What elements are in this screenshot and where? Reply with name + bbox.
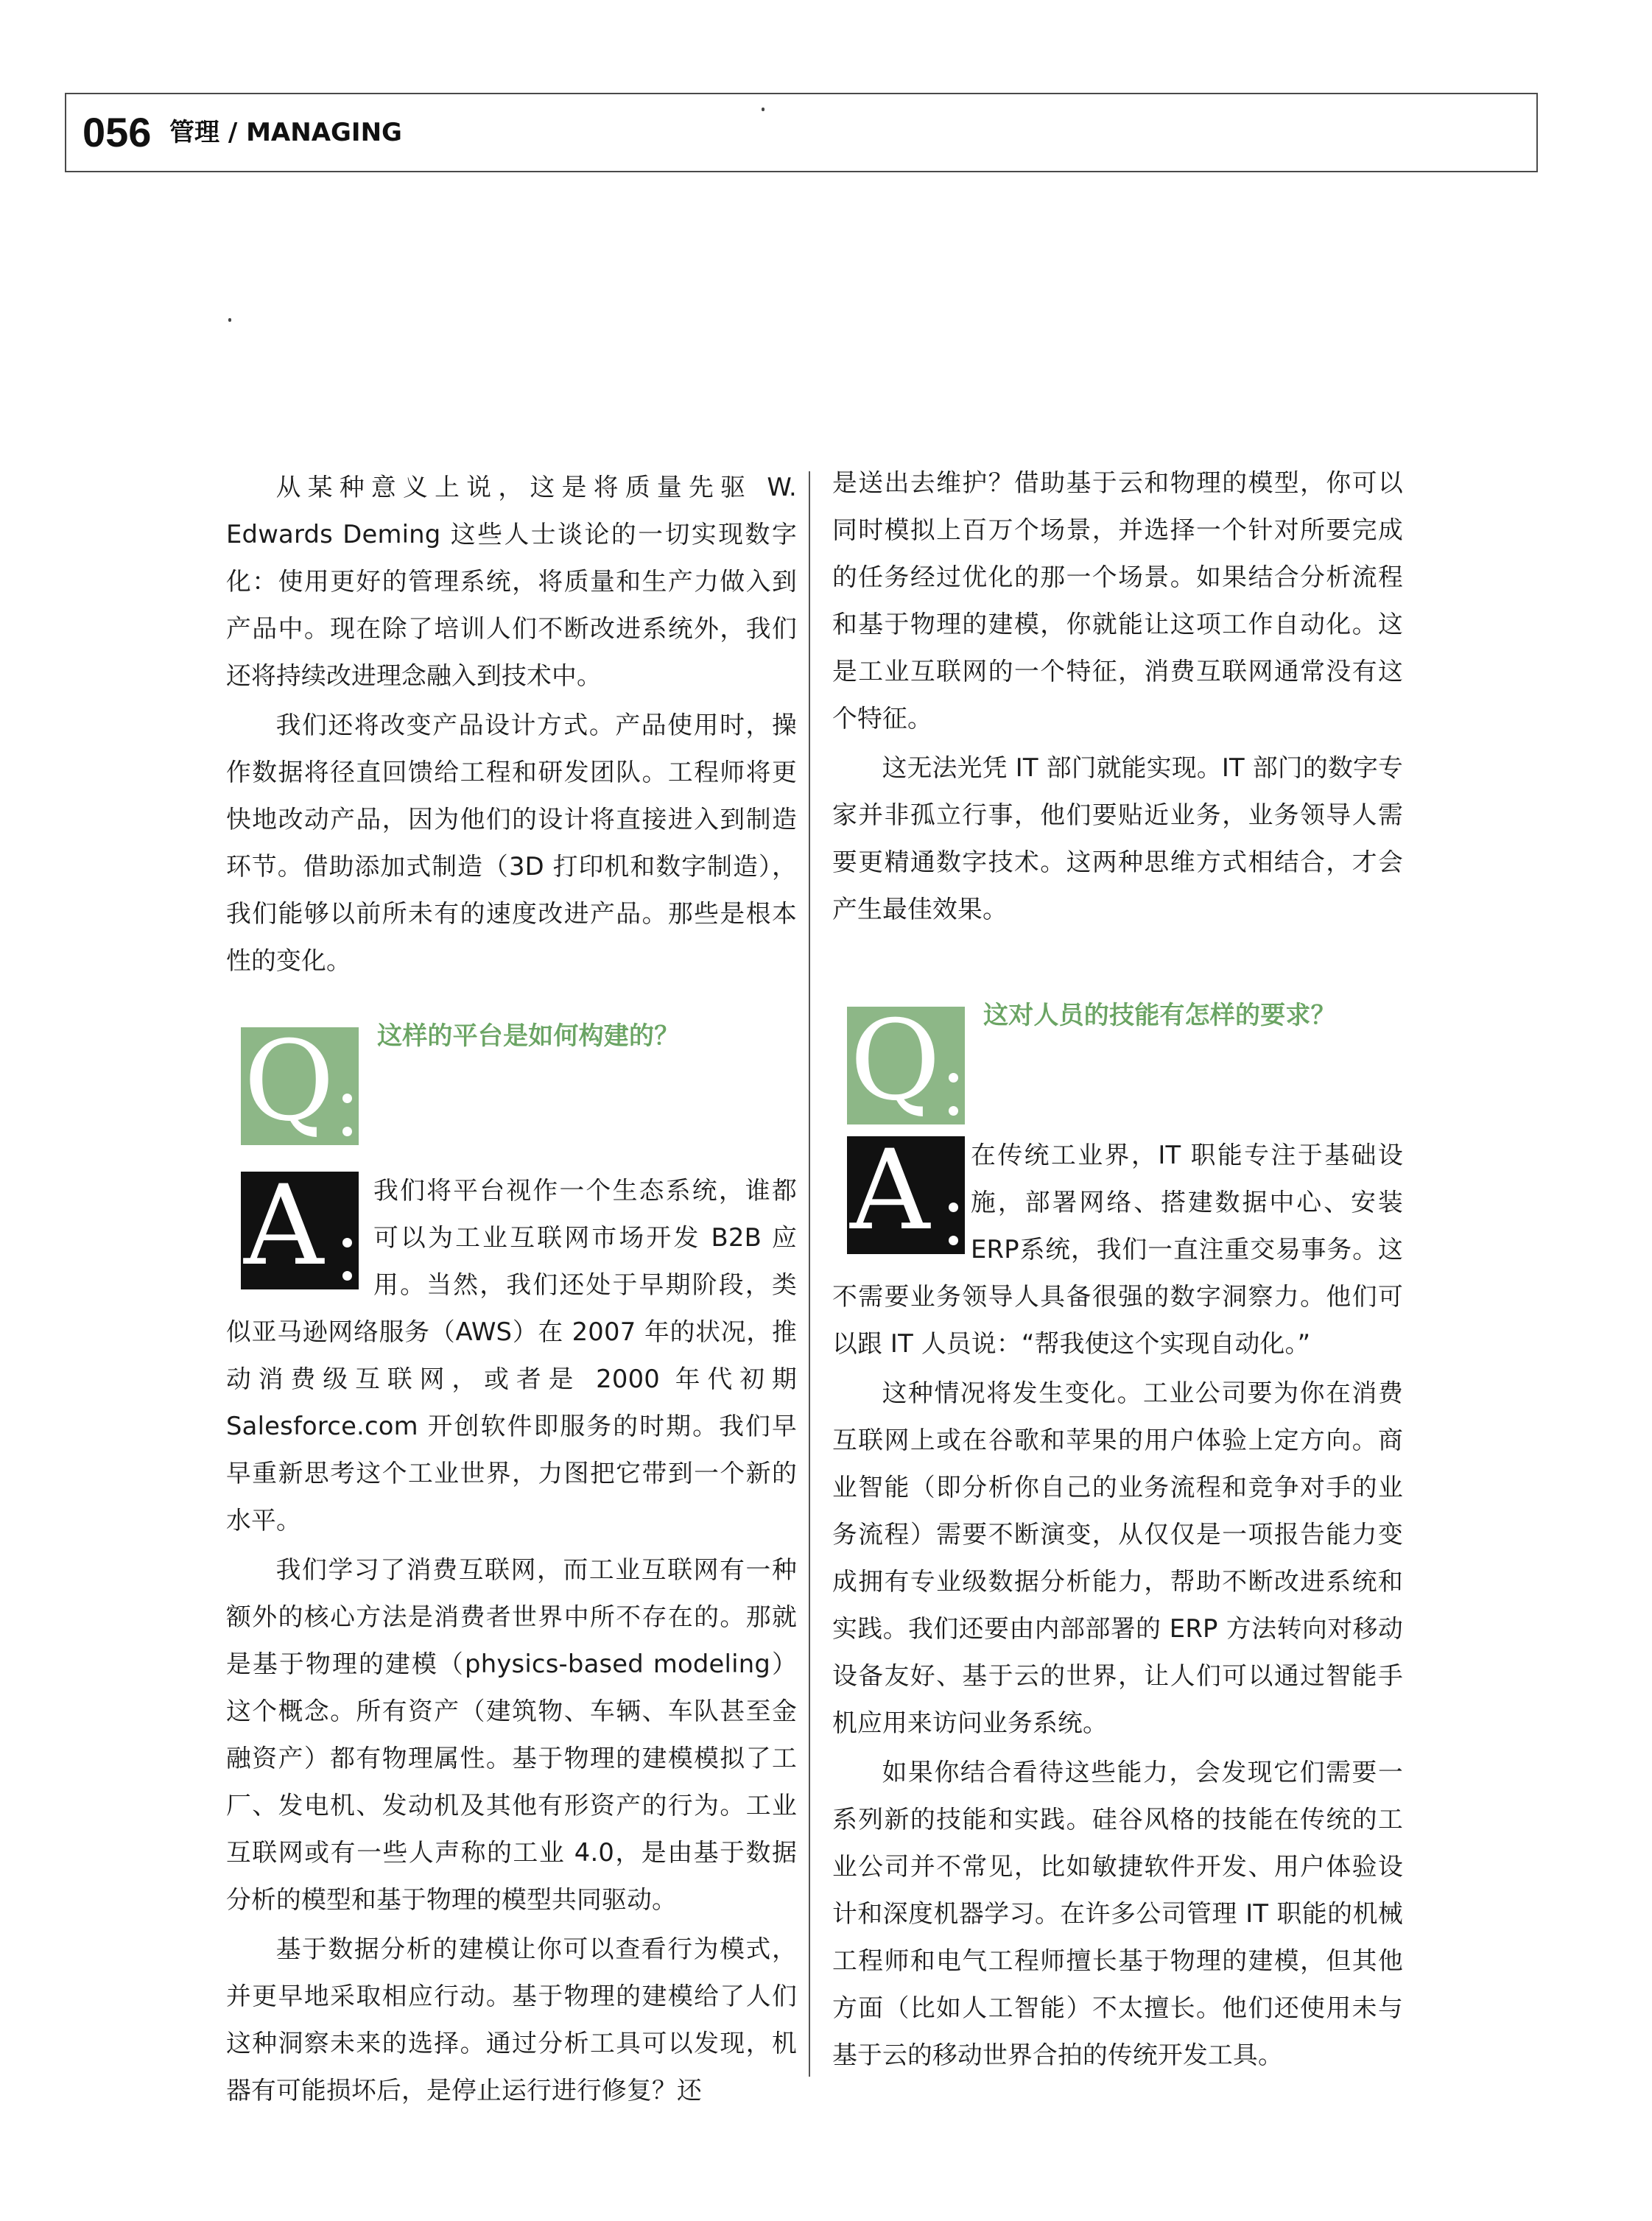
scan-speck — [762, 108, 765, 111]
answer-block — [832, 1127, 1403, 1368]
question-letter: Q — [850, 997, 941, 1125]
body-paragraph: 我们还将改变产品设计方式。产品使用时，操作数据将径直回馈给工程和研发团队。工程师将更快地改动产品，因为他们的设计将直接进入到制造环节。借助添加式制造（3D 打印机和数字制造），我们能够以前所未有的速度改进产品。那些是根本性的变化。 — [226, 711, 797, 975]
body-paragraph: 是送出去维护？借助基于云和物理的模型，你可以同时模拟上百万个场景，并选择一个针对所要完成的任务经过优化的那一个场景。如果结合分析流程和基于物理的建模，你就能让这项工作自动化。这是工业互联网的一个特征，消费互联网通常没有这个特征。 — [832, 468, 1403, 733]
section-title: 管理 / MANAGING — [169, 118, 402, 147]
question-letter: Q — [244, 1018, 335, 1146]
colon-icon — [342, 1094, 353, 1136]
answer-block — [226, 1162, 797, 1544]
question-block — [226, 1013, 797, 1152]
body-paragraph: 如果你结合看待这些能力，会发现它们需要一系列新的技能和实践。硅谷风格的技能在传统的工业公司并不常见，比如敏捷软件开发、用户体验设计和深度机器学习。在许多公司管理 IT 职能的机械工程师和电气工程师擅长基于物理的建模，但其他方面（比如人工智能）不太擅长。他们还使用未与基于云的移动世界合拍的传统开发工具。 — [832, 1758, 1403, 2069]
question-text: 这样的平台是如何构建的？ — [377, 1021, 680, 1051]
question-text: 这对人员的技能有怎样的要求？ — [983, 1001, 1336, 1030]
answer-badge — [847, 1127, 965, 1255]
colon-icon — [949, 1073, 959, 1116]
right-column — [832, 460, 1403, 2081]
left-column — [226, 464, 797, 2116]
answer-letter: A — [850, 1127, 930, 1255]
question-block — [832, 992, 1403, 1125]
answer-letter: A — [244, 1162, 324, 1290]
question-badge — [847, 997, 965, 1125]
page-number: 056 — [82, 109, 152, 155]
answer-badge-float — [226, 1162, 373, 1307]
answer-paragraph: 我们将平台视作一个生态系统，谁都可以为工业互联网市场开发 B2B 应用。当然，我们还处于早期阶段，类似亚马逊网络服务（AWS）在 2007 年的状况，推动消费级互联网，或者是 2000 年代初期 Salesforce.com 开创软件即服务的时期。我们早早重新思考这个工业世界，力图把它带到一个新的水平。 — [226, 1176, 797, 1535]
colon-icon — [949, 1203, 959, 1245]
question-badge — [241, 1018, 359, 1146]
body-paragraph: 基于数据分析的建模让你可以查看行为模式，并更早地采取相应行动。基于物理的建模给了人们这种洞察未来的选择。通过分析工具可以发现，机器有可能损坏后，是停止运行进行修复？还 — [226, 1935, 797, 2105]
answer-badge-float — [832, 1127, 971, 1272]
body-paragraph: 从某种意义上说，这是将质量先驱 W. Edwards Deming 这些人士谈论的一切实现数字化：使用更好的管理系统，将质量和生产力做入到产品中。现在除了培训人们不断改进系统外，我们还将持续改进理念融入到技术中。 — [226, 473, 797, 690]
page-header — [65, 93, 1538, 172]
scan-speck — [228, 318, 231, 322]
colon-icon — [342, 1238, 353, 1281]
column-divider — [809, 471, 810, 2077]
answer-paragraph: 在传统工业界，IT 职能专注于基础设施，部署网络、搭建数据中心、安装ERP系统，我们一直注重交易事务。这不需要业务领导人具备很强的数字洞察力。他们可以跟 IT 人员说：“帮我使这个实现自动化。” — [832, 1141, 1403, 1358]
body-paragraph: 这种情况将发生变化。工业公司要为你在消费互联网上或在谷歌和苹果的用户体验上定方向。商业智能（即分析你自己的业务流程和竞争对手的业务流程）需要不断演变，从仅仅是一项报告能力变成拥有专业级数据分析能力，帮助不断改进系统和实践。我们还要由内部部署的 ERP 方法转向对移动设备友好、基于云的世界，让人们可以通过智能手机应用来访问业务系统。 — [832, 1379, 1403, 1737]
body-paragraph: 我们学习了消费互联网，而工业互联网有一种额外的核心方法是消费者世界中所不存在的。那就是基于物理的建模（physics-based modeling）这个概念。所有资产（建筑物、车辆、车队甚至金融资产）都有物理属性。基于物理的建模模拟了工厂、发电机、发动机及其他有形资产的行为。工业互联网或有一些人声称的工业 4.0，是由基于数据分析的模型和基于物理的模型共同驱动。 — [226, 1555, 797, 1914]
answer-badge — [241, 1162, 359, 1290]
body-paragraph: 这无法光凭 IT 部门就能实现。IT 部门的数字专家并非孤立行事，他们要贴近业务，业务领导人需要更精通数字技术。这两种思维方式相结合，才会产生最佳效果。 — [832, 753, 1403, 923]
